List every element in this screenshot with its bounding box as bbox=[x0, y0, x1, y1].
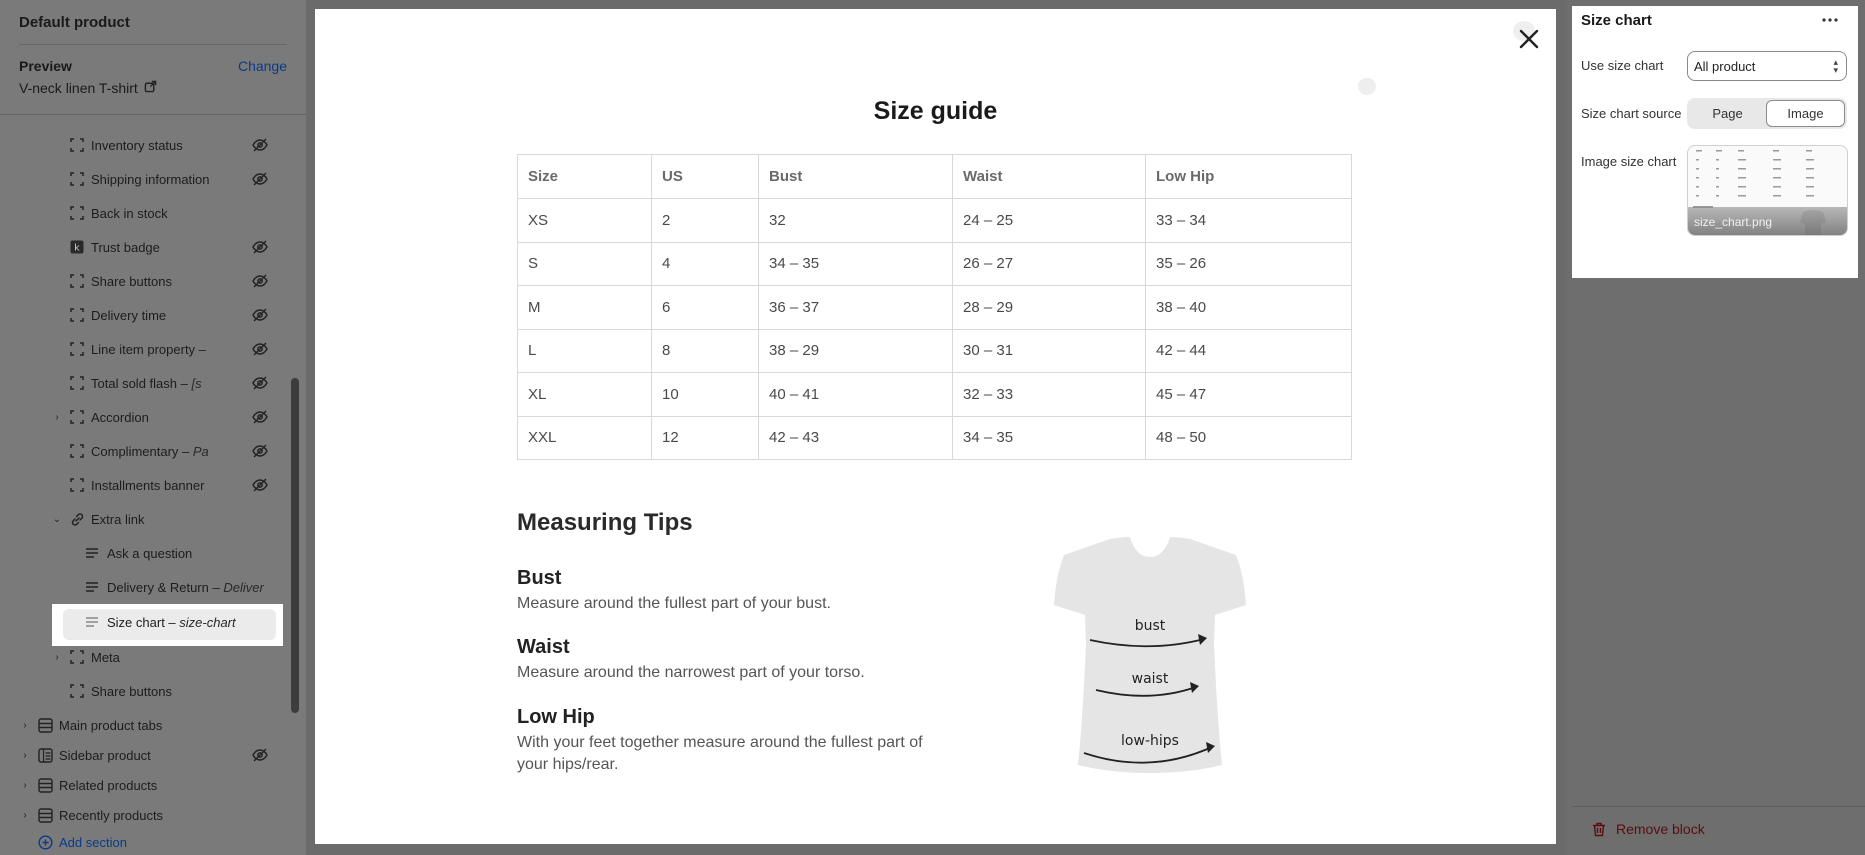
eye-slash-icon[interactable] bbox=[251, 746, 269, 764]
external-link-icon bbox=[144, 80, 157, 96]
block-frame-icon bbox=[69, 409, 85, 425]
block-label: Total sold flash – [s bbox=[91, 375, 202, 391]
link-icon bbox=[69, 511, 85, 527]
block-shipping-information[interactable] bbox=[0, 164, 306, 194]
block-installments-banner[interactable] bbox=[0, 470, 306, 500]
use-size-chart-select[interactable] bbox=[1687, 51, 1847, 81]
eye-slash-icon[interactable] bbox=[251, 442, 269, 460]
table-cell: 26 – 27 bbox=[953, 242, 1146, 286]
block-share-buttons-2[interactable] bbox=[0, 676, 306, 706]
table-cell: 6 bbox=[652, 286, 759, 330]
eye-slash-icon[interactable] bbox=[251, 238, 269, 256]
table-cell: 40 – 41 bbox=[759, 373, 953, 417]
chevron-right-icon[interactable]: › bbox=[23, 749, 27, 761]
block-delivery-time[interactable] bbox=[0, 300, 306, 330]
table-cell: 42 – 44 bbox=[1146, 329, 1352, 373]
table-cell: 10 bbox=[652, 373, 759, 417]
block-frame-icon bbox=[69, 171, 85, 187]
table-cell: 4 bbox=[652, 242, 759, 286]
source-option-image[interactable]: Image bbox=[1766, 100, 1845, 127]
chevron-right-icon[interactable]: › bbox=[23, 809, 27, 821]
svg-text:k: k bbox=[74, 243, 80, 254]
more-options-button[interactable] bbox=[1818, 10, 1842, 30]
size-guide-modal bbox=[315, 9, 1556, 844]
table-header: Waist bbox=[953, 155, 1146, 199]
eye-slash-icon[interactable] bbox=[251, 170, 269, 188]
remove-block-button[interactable] bbox=[1592, 821, 1705, 837]
use-size-chart-label: Use size chart bbox=[1581, 58, 1664, 73]
tip-heading: Bust bbox=[517, 567, 562, 589]
table-cell: XXL bbox=[518, 416, 652, 460]
chevron-right-icon[interactable]: › bbox=[23, 779, 27, 791]
tip-text: Measure around the narrowest part of your torso. bbox=[517, 664, 865, 681]
left-sidebar bbox=[0, 0, 306, 855]
block-extra-link[interactable] bbox=[0, 504, 306, 534]
table-cell: XL bbox=[518, 373, 652, 417]
app-block-icon bbox=[69, 239, 85, 255]
sidebar-layout-icon bbox=[37, 747, 53, 763]
block-label: Ask a question bbox=[107, 545, 193, 561]
preview-product-name: V-neck linen T-shirt bbox=[19, 80, 138, 96]
table-row bbox=[518, 242, 1352, 286]
shirt-label-bust: bust bbox=[1134, 618, 1166, 634]
panel-title: Size chart bbox=[1581, 12, 1652, 29]
plus-circle-icon bbox=[37, 834, 53, 850]
text-lines-icon bbox=[84, 614, 100, 630]
table-cell: 38 – 40 bbox=[1146, 286, 1352, 330]
section-label: Main product tabs bbox=[59, 717, 163, 733]
table-header: US bbox=[652, 155, 759, 199]
template-title: Default product bbox=[19, 14, 130, 31]
block-line-item-property[interactable] bbox=[0, 334, 306, 364]
add-section-button[interactable] bbox=[0, 830, 306, 854]
block-trust-badge[interactable] bbox=[0, 232, 306, 262]
block-frame-icon bbox=[69, 683, 85, 699]
table-cell: 38 – 29 bbox=[759, 329, 953, 373]
chevron-right-icon[interactable]: › bbox=[55, 651, 59, 663]
block-label: Accordion bbox=[91, 409, 149, 425]
table-cell: 30 – 31 bbox=[953, 329, 1146, 373]
block-label: Meta bbox=[91, 649, 120, 665]
block-label: Trust badge bbox=[91, 239, 160, 255]
table-row bbox=[518, 416, 1352, 460]
size-chart-source-label: Size chart source bbox=[1581, 106, 1682, 121]
table-header: Bust bbox=[759, 155, 953, 199]
size-table bbox=[517, 154, 1352, 460]
image-filename: size_chart.png bbox=[1694, 215, 1773, 229]
block-frame-icon bbox=[69, 341, 85, 357]
close-icon bbox=[1519, 29, 1539, 49]
block-frame-icon bbox=[69, 307, 85, 323]
table-cell: 34 – 35 bbox=[759, 242, 953, 286]
divider bbox=[19, 44, 287, 45]
eye-slash-icon[interactable] bbox=[251, 272, 269, 290]
table-row bbox=[518, 329, 1352, 373]
preview-label: Preview bbox=[19, 58, 72, 74]
table-header: Low Hip bbox=[1146, 155, 1352, 199]
section-recently-products[interactable] bbox=[0, 800, 306, 830]
size-chart-source-toggle bbox=[1687, 98, 1847, 129]
eye-slash-icon[interactable] bbox=[251, 408, 269, 426]
modal-shadow-strip bbox=[315, 845, 1556, 855]
table-cell: 32 – 33 bbox=[953, 373, 1146, 417]
block-frame-icon bbox=[69, 273, 85, 289]
size-chart-settings-card bbox=[1572, 6, 1858, 278]
table-cell: 45 – 47 bbox=[1146, 373, 1352, 417]
block-frame-icon bbox=[69, 443, 85, 459]
section-sidebar-product[interactable] bbox=[0, 740, 306, 770]
table-cell: 32 bbox=[759, 199, 953, 243]
table-row bbox=[518, 199, 1352, 243]
shirt-label-hips: low-hips bbox=[1121, 733, 1179, 749]
table-cell: 33 – 34 bbox=[1146, 199, 1352, 243]
eye-slash-icon[interactable] bbox=[251, 374, 269, 392]
select-arrows-icon: ▴ ▾ bbox=[1833, 57, 1838, 75]
add-section-label: Add section bbox=[59, 834, 127, 850]
block-label: Share buttons bbox=[91, 273, 172, 289]
table-cell: 36 – 37 bbox=[759, 286, 953, 330]
table-cell: 12 bbox=[652, 416, 759, 460]
block-back-in-stock[interactable] bbox=[0, 198, 306, 228]
block-label: Complimentary – Pa bbox=[91, 443, 209, 459]
table-cell: S bbox=[518, 242, 652, 286]
block-size-chart[interactable] bbox=[0, 607, 306, 637]
block-label: Share buttons bbox=[91, 683, 172, 699]
preview-product-link[interactable] bbox=[19, 80, 157, 96]
block-meta[interactable] bbox=[0, 642, 306, 672]
block-frame-icon bbox=[69, 205, 85, 221]
measuring-tips-title: Measuring Tips bbox=[517, 509, 693, 536]
table-cell: 28 – 29 bbox=[953, 286, 1146, 330]
block-label: Shipping information bbox=[91, 171, 210, 187]
table-cell: 34 – 35 bbox=[953, 416, 1146, 460]
shirt-label-waist: waist bbox=[1131, 671, 1169, 687]
block-label: Size chart – size-chart bbox=[107, 614, 236, 630]
eye-slash-icon[interactable] bbox=[251, 306, 269, 324]
table-cell: 24 – 25 bbox=[953, 199, 1146, 243]
table-cell: L bbox=[518, 329, 652, 373]
section-label: Recently products bbox=[59, 807, 164, 823]
table-cell: 8 bbox=[652, 329, 759, 373]
block-label: Delivery & Return – Deliver bbox=[107, 579, 264, 595]
block-label: Extra link bbox=[91, 511, 145, 527]
eye-slash-icon[interactable] bbox=[251, 136, 269, 154]
decorative-shape bbox=[1358, 78, 1376, 95]
tip-heading: Waist bbox=[517, 636, 570, 658]
change-preview-link[interactable]: Change bbox=[237, 58, 287, 74]
block-inventory-status[interactable] bbox=[0, 130, 306, 160]
table-cell: M bbox=[518, 286, 652, 330]
tip-heading: Low Hip bbox=[517, 706, 595, 728]
sidebar-header bbox=[0, 0, 306, 115]
table-cell: XS bbox=[518, 199, 652, 243]
table-header: Size bbox=[518, 155, 652, 199]
dots-horizontal-icon bbox=[1822, 18, 1838, 22]
section-icon bbox=[37, 777, 53, 793]
image-size-chart-label: Image size chart bbox=[1581, 154, 1677, 169]
block-label: Line item property – bbox=[91, 341, 206, 357]
block-total-sold-flash[interactable] bbox=[0, 368, 306, 398]
section-icon bbox=[37, 717, 53, 733]
trash-icon bbox=[1592, 822, 1606, 837]
block-ask-a-question[interactable] bbox=[0, 538, 306, 568]
select-value: All product bbox=[1694, 58, 1756, 74]
table-header-row bbox=[518, 155, 1352, 199]
table-row bbox=[518, 373, 1352, 417]
close-modal-button[interactable] bbox=[1512, 22, 1546, 56]
table-cell: 2 bbox=[652, 199, 759, 243]
remove-block-label: Remove block bbox=[1616, 821, 1705, 837]
tip-text: With your feet together measure around the fullest part of your hips/rear. bbox=[517, 734, 923, 773]
size-guide-title: Size guide bbox=[873, 97, 998, 125]
section-icon bbox=[37, 807, 53, 823]
divider bbox=[0, 114, 306, 115]
block-frame-icon bbox=[69, 477, 85, 493]
block-share-buttons[interactable] bbox=[0, 266, 306, 296]
block-label: Inventory status bbox=[91, 137, 183, 153]
block-label: Delivery time bbox=[91, 307, 167, 323]
eye-slash-icon[interactable] bbox=[251, 476, 269, 494]
text-lines-icon bbox=[84, 545, 100, 561]
chevron-right-icon[interactable]: › bbox=[23, 719, 27, 731]
block-label: Installments banner bbox=[91, 477, 205, 493]
text-lines-icon bbox=[84, 579, 100, 595]
chevron-right-icon[interactable]: › bbox=[55, 411, 59, 423]
sidebar-scrollbar[interactable] bbox=[291, 378, 299, 713]
image-size-chart-picker[interactable] bbox=[1687, 145, 1848, 236]
tip-text: Measure around the fullest part of your bust. bbox=[517, 595, 831, 612]
section-main-product-tabs[interactable] bbox=[0, 710, 306, 740]
table-cell: 48 – 50 bbox=[1146, 416, 1352, 460]
block-frame-icon bbox=[69, 137, 85, 153]
block-frame-icon bbox=[69, 649, 85, 665]
eye-slash-icon[interactable] bbox=[251, 340, 269, 358]
section-related-products[interactable] bbox=[0, 770, 306, 800]
chevron-down-icon[interactable]: ⌄ bbox=[52, 513, 62, 525]
tshirt-measurement-illustration bbox=[1050, 535, 1250, 780]
block-complimentary[interactable] bbox=[0, 436, 306, 466]
block-delivery-return[interactable] bbox=[0, 572, 306, 602]
table-cell: 35 – 26 bbox=[1146, 242, 1352, 286]
block-frame-icon bbox=[69, 375, 85, 391]
block-label: Back in stock bbox=[91, 205, 168, 221]
block-accordion[interactable] bbox=[0, 402, 306, 432]
section-label: Related products bbox=[59, 777, 158, 793]
section-label: Sidebar product bbox=[59, 747, 151, 763]
table-cell: 42 – 43 bbox=[759, 416, 953, 460]
source-option-page[interactable]: Page bbox=[1712, 106, 1743, 121]
divider bbox=[1572, 806, 1865, 807]
table-row bbox=[518, 286, 1352, 330]
